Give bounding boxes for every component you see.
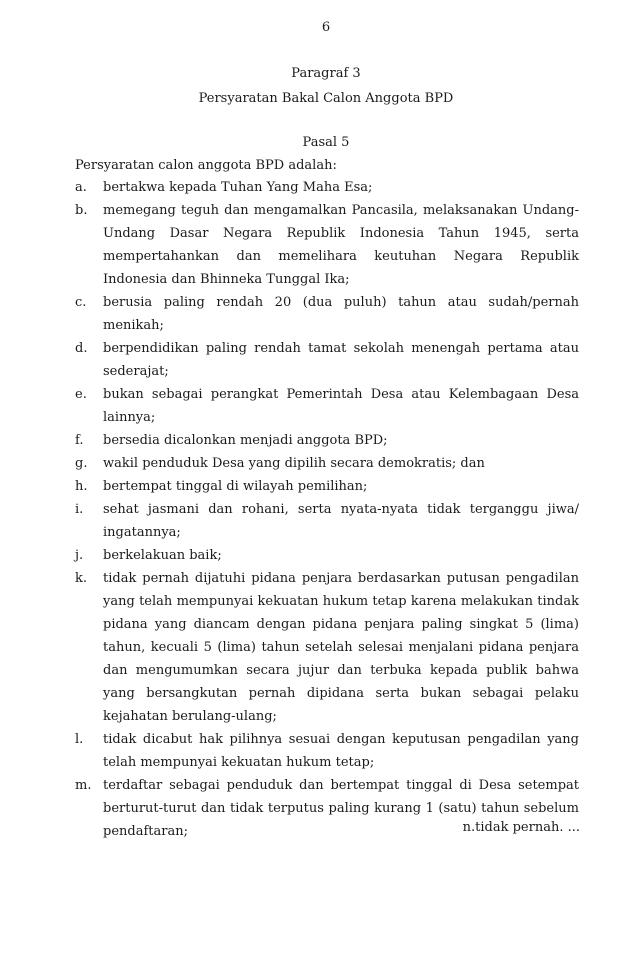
list-marker: i.: [75, 502, 84, 517]
list-item: [75, 176, 579, 199]
paragraph-heading: Paragraf 3: [291, 66, 361, 81]
continuation-note: n.tidak pernah. ...: [462, 820, 580, 835]
article-heading: Pasal 5: [302, 135, 350, 150]
page-number: 6: [321, 20, 331, 35]
list-item: [75, 199, 579, 291]
list-marker: d.: [75, 341, 88, 356]
list-marker: g.: [75, 456, 88, 471]
list-item-text: tidak pernah dijatuhi pidana penjara berdasarkan putusan pengadilan yang telah mempunyai kekuatan hukum tetap karena melakukan tindak pidana yang diancam dengan pidana penjara paling singkat 5 (lima) tahun, kecuali 5 (lima) tahun setelah selesai menjalani pidana penjara dan mengumumkan secara jujur dan terbuka kepada publik bahwa yang bersangkutan pernah dipidana serta bukan sebagai pelaku kejahatan berulang-ulang;: [103, 571, 579, 724]
list-item-text: berusia paling rendah 20 (dua puluh) tahun atau sudah/pernah menikah;: [103, 295, 579, 333]
list-item-text: wakil penduduk Desa yang dipilih secara demokratis; dan: [103, 456, 485, 471]
list-marker: a.: [75, 180, 87, 195]
list-item: [75, 291, 579, 337]
list-marker: c.: [75, 295, 87, 310]
list-item-text: bukan sebagai perangkat Pemerintah Desa atau Kelembagaan Desa lainnya;: [103, 387, 579, 425]
list-item-text: berkelakuan baik;: [103, 548, 222, 563]
list-marker: b.: [75, 203, 88, 218]
list-marker: e.: [75, 387, 87, 402]
list-marker: j.: [75, 548, 84, 563]
list-item-text: bersedia dicalonkan menjadi anggota BPD;: [103, 433, 388, 448]
intro-text: Persyaratan calon anggota BPD adalah:: [75, 158, 337, 173]
list-marker: m.: [75, 778, 92, 793]
list-item: [75, 544, 579, 567]
list-item-text: terdaftar sebagai penduduk dan bertempat tinggal di Desa setempat berturut-turut dan tidak terputus paling kurang 1 (satu) tahun sebelum pendaftaran;: [103, 778, 579, 839]
section-title: Persyaratan Bakal Calon Anggota BPD: [198, 91, 454, 106]
list-marker: k.: [75, 571, 88, 586]
list-item-text: bertempat tinggal di wilayah pemilihan;: [103, 479, 368, 494]
list-item-text: berpendidikan paling rendah tamat sekolah menengah pertama atau sederajat;: [103, 341, 579, 379]
list-marker: h.: [75, 479, 88, 494]
list-item: [75, 337, 579, 383]
list-item: [75, 498, 579, 544]
list-item-text: memegang teguh dan mengamalkan Pancasila, melaksanakan Undang-Undang Dasar Negara Republik Indonesia Tahun 1945, serta mempertahankan dan memelihara keutuhan Negara Republik Indonesia dan Bhinneka Tunggal Ika;: [103, 203, 579, 287]
list-item: [75, 383, 579, 429]
requirements-list: [75, 176, 579, 843]
list-item-text: sehat jasmani dan rohani, serta nyata-nyata tidak terganggu jiwa/ ingatannya;: [103, 502, 579, 540]
list-item: [75, 475, 579, 498]
list-item-text: tidak dicabut hak pilihnya sesuai dengan keputusan pengadilan yang telah mempunyai kekuatan hukum tetap;: [103, 732, 579, 770]
list-item: [75, 452, 579, 475]
list-item: [75, 567, 579, 728]
list-item: [75, 429, 579, 452]
list-marker: f.: [75, 433, 84, 448]
list-marker: l.: [75, 732, 84, 747]
list-item-text: bertakwa kepada Tuhan Yang Maha Esa;: [103, 180, 373, 195]
list-item: [75, 728, 579, 774]
